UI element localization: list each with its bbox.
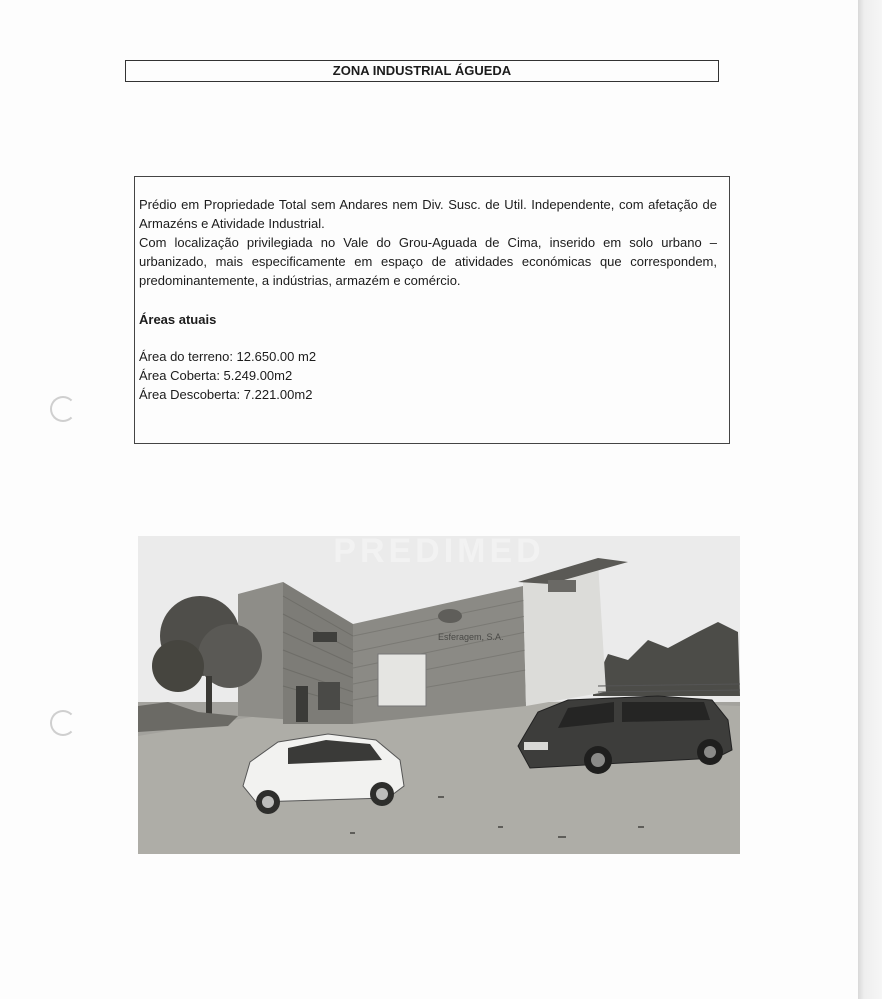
punch-hole-mark xyxy=(50,710,76,736)
property-description-box xyxy=(134,176,730,444)
photo-watermark: PREDIMED xyxy=(333,536,545,570)
areas-title: Áreas atuais xyxy=(139,312,217,327)
document-header xyxy=(125,60,719,82)
area-uncovered: Área Descoberta: 7.221.00m2 xyxy=(139,387,313,402)
description-paragraph-2: Com localização privilegiada no Vale do Grou-Aguada de Cima, inserido em solo urbano – urbanizado, mais especificamente em espaço de atividades económicas que correspondem, predominantemente, a indústrias, armazém e comércio. xyxy=(139,235,717,288)
warehouse-photo-illustration xyxy=(138,536,740,854)
property-photo xyxy=(138,536,740,854)
page-shadow-edge xyxy=(858,0,882,999)
description-paragraph-1: Prédio em Propriedade Total sem Andares nem Div. Susc. de Util. Independente, com afetação de Armazéns e Atividade Industrial. xyxy=(139,197,717,231)
area-terrain: Área do terreno: 12.650.00 m2 xyxy=(139,349,317,364)
punch-hole-mark xyxy=(50,396,76,422)
document-title: ZONA INDUSTRIAL ÁGUEDA xyxy=(332,63,512,78)
area-list xyxy=(139,347,717,404)
area-covered: Área Coberta: 5.249.00m2 xyxy=(139,368,293,383)
building-sign: Esferagem, S.A. xyxy=(438,632,504,642)
